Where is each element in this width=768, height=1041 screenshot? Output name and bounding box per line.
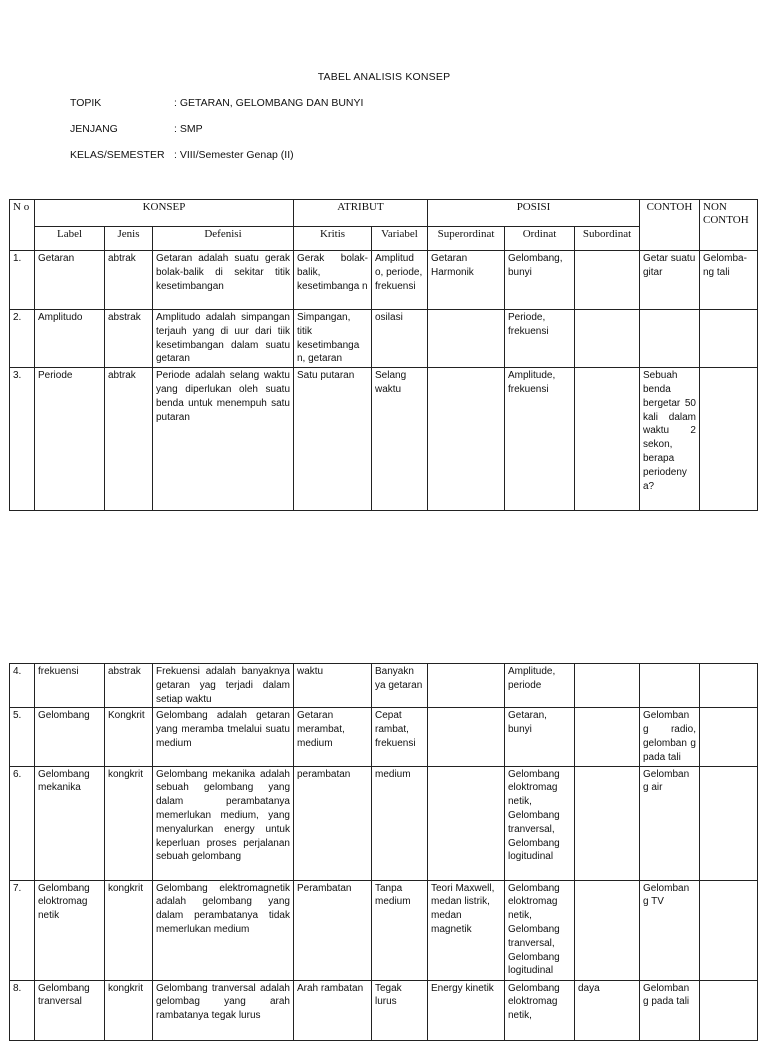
table-row: [10, 880, 758, 980]
cell-subordinat: [575, 368, 640, 511]
header-konsep: KONSEP: [35, 200, 294, 227]
cell-contoh: [640, 310, 700, 368]
header-contoh: CONTOH: [640, 200, 700, 251]
cell-non-contoh: [700, 980, 758, 1040]
cell-jenis: abtrak: [105, 368, 153, 511]
cell-ordinat: Gelombang, bunyi: [505, 251, 575, 310]
meta-value: : VIII/Semester Genap (II): [174, 149, 294, 161]
cell-contoh: Gelomban g TV: [640, 880, 700, 980]
cell-no: 3.: [10, 368, 35, 511]
concept-table-part-1: [9, 199, 758, 511]
cell-non-contoh: Gelomba-ng tali: [700, 251, 758, 310]
cell-no: 6.: [10, 766, 35, 880]
cell-variabel: Selang waktu: [372, 368, 428, 511]
meta-label: JENJANG: [70, 123, 118, 135]
cell-defenisi: Gelombang mekanika adalah sebuah gelombang yang dalam perambatanya memerlukan medium, yang menyalurkan energy untuk keperluan proses perjalanan sebuah gelombang: [153, 766, 294, 880]
cell-superordinat: Getaran Harmonik: [428, 251, 505, 310]
table-row: [10, 368, 758, 511]
cell-no: 7.: [10, 880, 35, 980]
meta-topik: [70, 97, 363, 109]
cell-non-contoh: [700, 664, 758, 708]
table-row: [10, 766, 758, 880]
meta-kelas-semester: [70, 149, 294, 161]
cell-ordinat: Gelombang eloktromag netik, Gelombang tranversal, Gelombang logitudinal: [505, 766, 575, 880]
cell-kritis: waktu: [294, 664, 372, 708]
cell-superordinat: [428, 766, 505, 880]
cell-defenisi: Gelombang adalah getaran yang meramba tmelalui suatu medium: [153, 708, 294, 766]
cell-defenisi: Frekuensi adalah banyaknya getaran yag terjadi dalam setiap waktu: [153, 664, 294, 708]
header-atribut: ATRIBUT: [294, 200, 428, 227]
cell-subordinat: daya: [575, 980, 640, 1040]
cell-label: Getaran: [35, 251, 105, 310]
cell-non-contoh: [700, 368, 758, 511]
cell-jenis: Kongkrit: [105, 708, 153, 766]
cell-variabel: medium: [372, 766, 428, 880]
cell-ordinat: Periode, frekuensi: [505, 310, 575, 368]
cell-ordinat: Amplitude, periode: [505, 664, 575, 708]
cell-variabel: Tegak lurus: [372, 980, 428, 1040]
header-variabel: Variabel: [372, 227, 428, 251]
table-row: [10, 664, 758, 708]
table-row: [10, 251, 758, 310]
header-jenis: Jenis: [105, 227, 153, 251]
cell-superordinat: [428, 368, 505, 511]
concept-table-part-2: [9, 663, 758, 1041]
cell-label: Gelombang: [35, 708, 105, 766]
cell-subordinat: [575, 708, 640, 766]
cell-superordinat: [428, 310, 505, 368]
cell-defenisi: Getaran adalah suatu gerak bolak-balik di sekitar titik kesetimbangan: [153, 251, 294, 310]
cell-label: frekuensi: [35, 664, 105, 708]
table-row: [10, 980, 758, 1040]
cell-jenis: abtrak: [105, 251, 153, 310]
header-row-top: [10, 200, 758, 227]
cell-contoh: Gelomban g pada tali: [640, 980, 700, 1040]
cell-contoh: Sebuah benda bergetar 50 kali dalam waktu 2 sekon, berapa periodeny a?: [640, 368, 700, 511]
cell-no: 5.: [10, 708, 35, 766]
cell-contoh: Getar suatu gitar: [640, 251, 700, 310]
cell-contoh: [640, 664, 700, 708]
cell-jenis: abstrak: [105, 310, 153, 368]
cell-subordinat: [575, 880, 640, 980]
cell-label: Periode: [35, 368, 105, 511]
header-posisi: POSISI: [428, 200, 640, 227]
cell-non-contoh: [700, 708, 758, 766]
header-superordinat: Superordinat: [428, 227, 505, 251]
cell-kritis: Getaran merambat, medium: [294, 708, 372, 766]
cell-non-contoh: [700, 880, 758, 980]
cell-ordinat: Gelombang eloktromag netik, Gelombang tranversal, Gelombang logitudinal: [505, 880, 575, 980]
cell-label: Gelombang mekanika: [35, 766, 105, 880]
meta-jenjang: [70, 123, 203, 135]
meta-label: KELAS/SEMESTER: [70, 149, 165, 161]
cell-label: Gelombang eloktromag netik: [35, 880, 105, 980]
cell-label: Gelombang tranversal: [35, 980, 105, 1040]
cell-no: 1.: [10, 251, 35, 310]
cell-subordinat: [575, 251, 640, 310]
cell-superordinat: Energy kinetik: [428, 980, 505, 1040]
cell-kritis: Satu putaran: [294, 368, 372, 511]
cell-jenis: kongkrit: [105, 766, 153, 880]
cell-subordinat: [575, 664, 640, 708]
cell-ordinat: Getaran, bunyi: [505, 708, 575, 766]
cell-defenisi: Gelombang elektromagnetik adalah gelombang yang dalam perambatanya tidak memerlukan medium: [153, 880, 294, 980]
cell-kritis: Arah rambatan: [294, 980, 372, 1040]
cell-defenisi: Gelombang tranversal adalah gelombag yang arah rambatanya tegak lurus: [153, 980, 294, 1040]
cell-jenis: kongkrit: [105, 980, 153, 1040]
header-non-contoh: NON CONTOH: [700, 200, 758, 251]
cell-no: 2.: [10, 310, 35, 368]
cell-kritis: perambatan: [294, 766, 372, 880]
cell-kritis: Simpangan, titik kesetimbanga n, getaran: [294, 310, 372, 368]
cell-variabel: Amplitud o, periode, frekuensi: [372, 251, 428, 310]
meta-label: TOPIK: [70, 97, 102, 109]
cell-non-contoh: [700, 766, 758, 880]
cell-variabel: Cepat rambat, frekuensi: [372, 708, 428, 766]
cell-variabel: Banyakn ya getaran: [372, 664, 428, 708]
cell-no: 4.: [10, 664, 35, 708]
header-label: Label: [35, 227, 105, 251]
cell-variabel: osilasi: [372, 310, 428, 368]
cell-non-contoh: [700, 310, 758, 368]
cell-ordinat: Gelombang eloktromag netik,: [505, 980, 575, 1040]
header-kritis: Kritis: [294, 227, 372, 251]
cell-no: 8.: [10, 980, 35, 1040]
table-row: [10, 310, 758, 368]
meta-value: : GETARAN, GELOMBANG DAN BUNYI: [174, 97, 364, 109]
cell-superordinat: [428, 708, 505, 766]
header-ordinat: Ordinat: [505, 227, 575, 251]
header-no: N o: [10, 200, 35, 251]
cell-kritis: Perambatan: [294, 880, 372, 980]
cell-kritis: Gerak bolak-balik, kesetimbanga n: [294, 251, 372, 310]
cell-subordinat: [575, 766, 640, 880]
cell-contoh: Gelomban g radio, gelomban g pada tali: [640, 708, 700, 766]
cell-label: Amplitudo: [35, 310, 105, 368]
header-defenisi: Defenisi: [153, 227, 294, 251]
cell-subordinat: [575, 310, 640, 368]
cell-superordinat: Teori Maxwell, medan listrik, medan magnetik: [428, 880, 505, 980]
table-row: [10, 708, 758, 766]
cell-defenisi: Amplitudo adalah simpangan terjauh yang di uur dari tiik kesetimbangan dalam suatu getaran: [153, 310, 294, 368]
document-title: TABEL ANALISIS KONSEP: [317, 71, 451, 83]
cell-jenis: kongkrit: [105, 880, 153, 980]
cell-defenisi: Periode adalah selang waktu yang diperlukan oleh suatu benda untuk menempuh satu putaran: [153, 368, 294, 511]
cell-variabel: Tanpa medium: [372, 880, 428, 980]
cell-ordinat: Amplitude, frekuensi: [505, 368, 575, 511]
cell-superordinat: [428, 664, 505, 708]
meta-value: : SMP: [174, 123, 203, 135]
header-subordinat: Subordinat: [575, 227, 640, 251]
cell-jenis: abstrak: [105, 664, 153, 708]
cell-contoh: Gelomban g air: [640, 766, 700, 880]
